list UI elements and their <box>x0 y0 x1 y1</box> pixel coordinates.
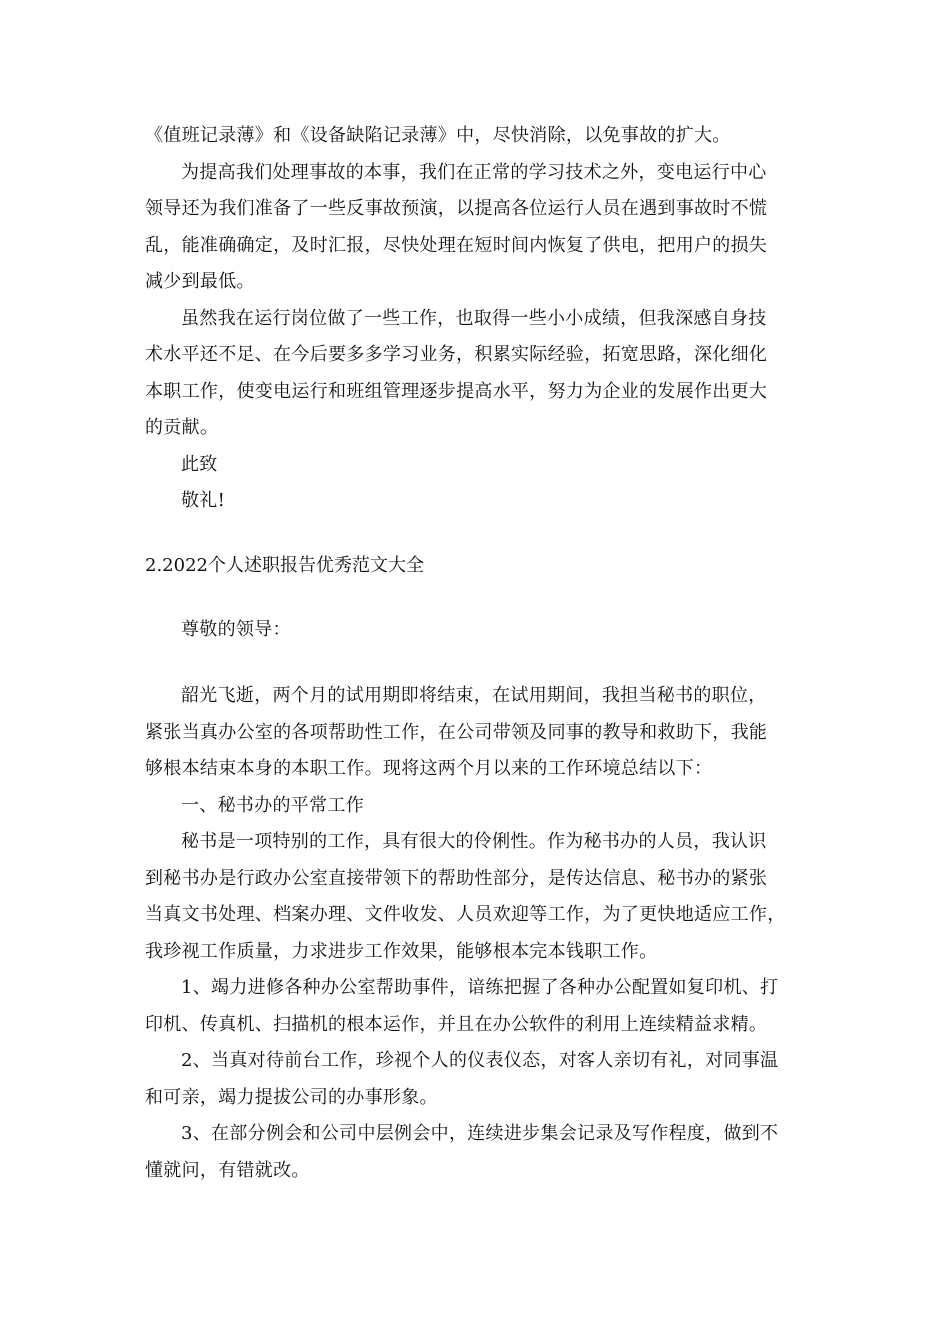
list-item-line: 印机、传真机、扫描机的根本运作，并且在办公软件的利用上连续精益求精。 <box>145 1013 768 1035</box>
paragraph-line: 我珍视工作质量，力求进步工作效果，能够根本完本钱职工作。 <box>145 940 658 962</box>
paragraph-line: 术水平还不足、在今后要多多学习业务，积累实际经验，拓宽思路，深化细化 <box>145 344 768 365</box>
paragraph-line: 紧张当真办公室的各项帮助性工作，在公司带领及同事的教导和救助下，我能 <box>145 721 768 743</box>
paragraph-line: 本职工作，使变电运行和班组管理逐步提高水平，努力为企业的发展作出更大 <box>145 380 768 402</box>
paragraph-line: 韶光飞逝，两个月的试用期即将结束，在试用期间，我担当秘书的职位， <box>181 685 767 706</box>
closing-line: 此致 <box>181 453 218 475</box>
paragraph-line: 当真文书处理、档案办理、文件收发、人员欢迎等工作，为了更快地适应工作， <box>145 904 786 925</box>
paragraph-line: 《值班记录薄》和《设备缺陷记录薄》中，尽快消除，以免事故的扩大。 <box>145 125 731 146</box>
list-item-line: 1、竭力进修各种办公室帮助事件，谙练把握了各种办公配置如复印机、打 <box>181 977 779 998</box>
list-item-line: 3、在部分例会和公司中层例会中，连续进步集会记录及写作程度，做到不 <box>181 1123 779 1144</box>
paragraph-line: 的贡献。 <box>145 417 219 438</box>
paragraph-line: 减少到最低。 <box>145 271 255 292</box>
list-item-line: 2、当真对待前台工作，珍视个人的仪表仪态，对客人亲切有礼，对同事温 <box>181 1050 779 1071</box>
subheading: 一、秘书办的平常工作 <box>181 794 364 816</box>
closing-line: 敬礼! <box>181 490 226 511</box>
paragraph-line: 秘书是一项特别的工作，具有很大的伶俐性。作为秘书办的人员，我认识 <box>181 831 767 852</box>
paragraph-line: 领导还为我们准备了一些反事故预演，以提高各位运行人员在遇到事故时不慌 <box>145 198 768 219</box>
paragraph-line: 乱，能准确确定，及时汇报，尽快处理在短时间内恢复了供电，把用户的损失 <box>145 234 768 256</box>
list-item-line: 和可亲，竭力提拔公司的办事形象。 <box>145 1086 438 1108</box>
paragraph-line: 到秘书办是行政办公室直接带领下的帮助性部分，是传达信息、秘书办的紧张 <box>145 867 768 889</box>
list-item-line: 懂就问，有错就改。 <box>145 1159 310 1181</box>
paragraph-line: 虽然我在运行岗位做了一些工作，也取得一些小小成绩，但我深感自身技 <box>181 307 767 329</box>
paragraph-line: 够根本结束本身的本职工作。现将这两个月以来的工作环境总结以下： <box>145 758 713 779</box>
document-body <box>145 118 810 1189</box>
section-title: 2.2022个人述职报告优秀范文大全 <box>145 554 424 576</box>
salutation: 尊敬的领导： <box>181 618 291 640</box>
spacer <box>145 648 810 678</box>
paragraph-line: 为提高我们处理事故的本事，我们在正常的学习技术之外，变电运行中心 <box>181 161 767 183</box>
